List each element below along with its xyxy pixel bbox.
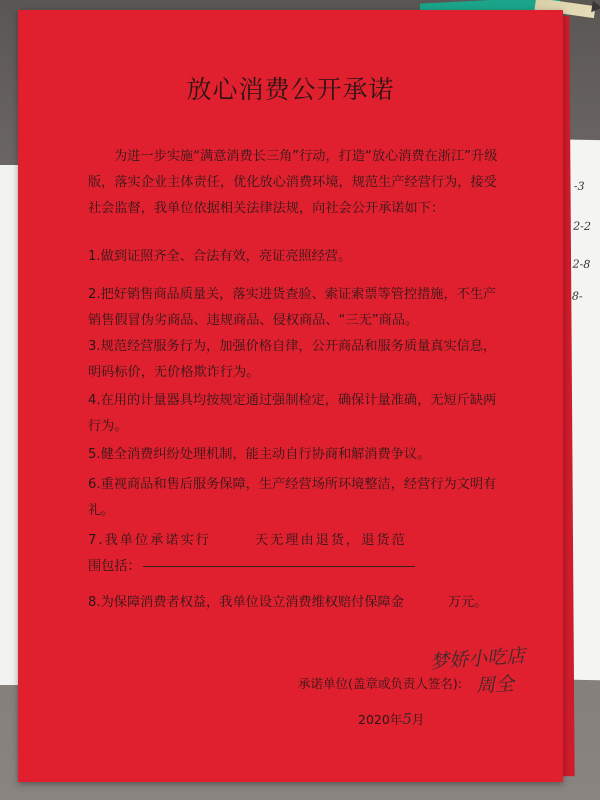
item8-text-a: 8.为保障消费者权益，我单位设立消费维权赔付保障金: [88, 595, 404, 610]
date-year: 2020年: [358, 712, 403, 727]
scribble-note: -3: [573, 179, 585, 193]
pledge-document: [18, 10, 563, 782]
pledge-sheet: [18, 10, 563, 782]
scribble-note: 2-2: [573, 219, 592, 233]
pledge-item-6: 6.重视商品和售后服务保障，生产经营场所环境整洁，经营行为文明有礼。: [88, 477, 497, 518]
handwritten-unit-name: 梦娇小吃店: [429, 644, 526, 674]
pledge-item-5: 5.健全消费纠纷处理机制，能主动自行协商和解消费争议。: [88, 447, 431, 462]
pledge-item-1: 1.做到证照齐全、合法有效，亮证亮照经营。: [88, 249, 352, 264]
pledge-item-7: [88, 528, 508, 580]
pledge-item-8: [88, 590, 508, 616]
return-scope-blank: [143, 565, 415, 567]
item7-text-b: 天无理由退货，退货范: [254, 533, 407, 548]
pledge-date: [358, 710, 424, 728]
scribble-note: 8-: [571, 289, 583, 303]
signature-label: 承诺单位(盖章或负责人签名):: [298, 676, 462, 691]
date-month-suffix: 月: [411, 712, 425, 727]
pencil-tip: [591, 0, 600, 13]
document-title: 放心消费公开承诺: [186, 75, 395, 104]
pledge-item-4: 4.在用的计量器具均按规定通过强制检定，确保计量准确，无短斤缺两行为。: [88, 393, 497, 434]
pledge-item-2: 2.把好销售商品质量关，落实进货查验、索证索票等管控措施，不生产销售假冒伪劣商品、违规商品、侵权商品、“三无”商品。: [88, 287, 497, 328]
date-month-handwritten: 5: [402, 710, 412, 728]
intro-paragraph: 为进一步实施“满意消费长三角”行动，打造“放心消费在浙江”升级版，落实企业主体责任，优化放心消费环境，规范生产经营行为，接受社会监督，我单位依据相关法律法规，向社会公开承诺如下：: [88, 149, 498, 216]
handwritten-signature: 周全: [475, 673, 515, 697]
pledge-item-3: 3.规范经营服务行为，加强价格自律，公开商品和服务质量真实信息，明码标价，无价格欺诈行为。: [88, 339, 497, 380]
item7-text-c: 围包括：: [88, 559, 141, 574]
item7-text-a: 7.我单位承诺实行: [88, 533, 211, 548]
item8-text-b: 万元。: [447, 595, 488, 610]
scribble-note: 2-8: [572, 257, 591, 271]
